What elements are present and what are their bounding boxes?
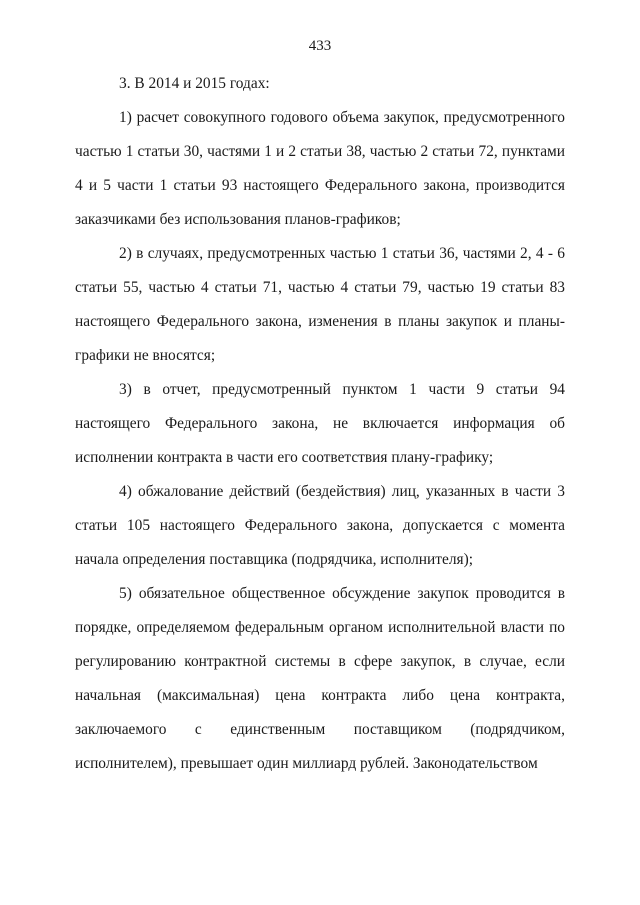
paragraph-item-3: 3) в отчет, предусмотренный пунктом 1 части 9 статьи 94 настоящего Федерального закона, не включается информация об исполнении контракта в части его соответствия плану-графику; [75, 381, 565, 466]
section-heading: 3. В 2014 и 2015 годах: [119, 75, 270, 92]
document-body [75, 67, 565, 781]
paragraph-item-5: 5) обязательное общественное обсуждение закупок проводится в порядке, определяемом федеральным органом исполнительной власти по регулированию контрактной системы в сфере закупок, в случае, если начальная (максимальная) цена контракта либо цена контракта, заключаемого с единственным поставщиком (подрядчиком, исполнителем), превышает один миллиард рублей. Законодательством [75, 585, 565, 772]
paragraph-item-2: 2) в случаях, предусмотренных частью 1 статьи 36, частями 2, 4 - 6 статьи 55, частью 4 статьи 71, частью 4 статьи 79, частью 19 статьи 83 настоящего Федерального закона, изменения в планы закупок и планы-графики не вносятся; [75, 245, 565, 364]
paragraph-item-1: 1) расчет совокупного годового объема закупок, предусмотренного частью 1 статьи 30, частями 1 и 2 статьи 38, частью 2 статьи 72, пунктами 4 и 5 части 1 статьи 93 настоящего Федерального закона, производится заказчиками без использования планов-графиков; [75, 109, 565, 228]
paragraph-item-4: 4) обжалование действий (бездействия) лиц, указанных в части 3 статьи 105 настоящего Федерального закона, допускается с момента начала определения поставщика (подрядчика, исполнителя); [75, 483, 565, 568]
page-number: 433 [308, 38, 332, 54]
